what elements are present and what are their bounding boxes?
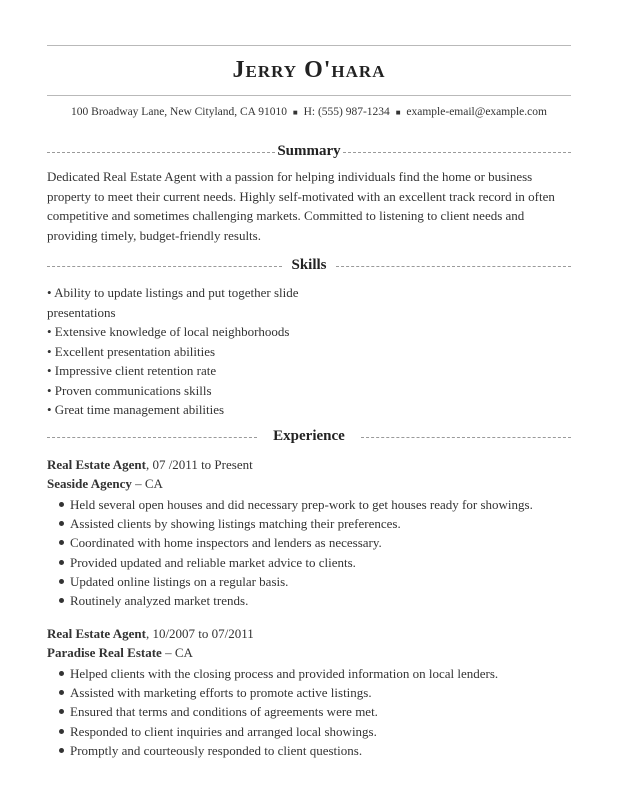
skill-item: • Excellent presentation abilities <box>47 343 216 359</box>
summary-text: Dedicated Real Estate Agent with a passion for helping individuals find the home or business property to meet their current needs. Highly self-motivated with an excellent track record in often competitive and sometimes challenging markets. Committed to listening to client needs and providing timely, budget-friendly results. <box>47 169 555 243</box>
contact-email: example-email@example.com <box>406 106 547 118</box>
duty-item: Routinely analyzed market trends. <box>47 591 577 610</box>
experience-rule-right <box>361 437 571 438</box>
job-1-title: Real Estate Agent <box>47 457 146 472</box>
experience-heading <box>47 428 571 446</box>
duty-item: Assisted with marketing efforts to promote active listings. <box>47 683 577 702</box>
duty-item: Helped clients with the closing process and provided information on local lenders. <box>47 664 577 683</box>
duty-item: Assisted clients by showing listings matching their preferences. <box>47 514 577 533</box>
job-2-title: Real Estate Agent <box>47 626 146 641</box>
duty-item: Responded to client inquiries and arranged local showings. <box>47 722 577 741</box>
skill-item: • Ability to update listings and put together slide presentations <box>47 285 299 320</box>
contact-address: 100 Broadway Lane, New Cityland, CA 91010 <box>71 106 287 118</box>
skills-title: Skills <box>291 257 327 273</box>
contact-line <box>0 106 618 118</box>
summary-rule-right <box>343 152 571 153</box>
job-2-location: – CA <box>161 645 193 660</box>
contact-separator-2: ■ <box>395 108 401 117</box>
name-divider <box>47 95 571 96</box>
summary-title: Summary <box>277 143 341 159</box>
contact-separator-1: ■ <box>292 108 298 117</box>
job-2-employer: Paradise Real Estate <box>47 645 162 660</box>
duty-item: Provided updated and reliable market advice to clients. <box>47 553 577 572</box>
job-1-employer: Seaside Agency <box>47 476 132 491</box>
job-1-title-line <box>47 457 253 473</box>
duty-item: Updated online listings on a regular basis. <box>47 572 577 591</box>
contact-phone: H: (555) 987-1234 <box>303 106 390 118</box>
job-1-employer-line <box>47 476 163 492</box>
duty-item: Promptly and courteously responded to client questions. <box>47 741 577 760</box>
job-2-duties <box>47 664 577 760</box>
job-2-title-line <box>47 626 254 642</box>
skill-item: • Proven communications skills <box>47 382 212 398</box>
duty-item: Coordinated with home inspectors and lenders as necessary. <box>47 533 577 552</box>
skills-heading <box>47 257 571 275</box>
job-2-dates: , 10/2007 to 07/2011 <box>145 626 254 641</box>
job-1-dates: , 07 /2011 to Present <box>145 457 253 472</box>
job-1-duties <box>47 495 577 610</box>
skill-item: • Impressive client retention rate <box>47 363 217 378</box>
experience-title: Experience <box>273 428 345 444</box>
skills-list <box>47 283 327 420</box>
summary-heading <box>47 143 571 161</box>
duty-item: Ensured that terms and conditions of agreements were met. <box>47 702 577 721</box>
top-divider <box>47 45 571 46</box>
candidate-name: Jerry O'hara <box>232 57 386 83</box>
job-1-location: – CA <box>131 476 163 491</box>
job-2-employer-line <box>47 645 193 661</box>
skill-item: • Great time management abilities <box>47 402 225 417</box>
skill-item: • Extensive knowledge of local neighborhoods <box>47 324 290 339</box>
skills-rule-right <box>336 266 571 267</box>
duty-item: Held several open houses and did necessary prep-work to get houses ready for showings. <box>47 495 577 514</box>
